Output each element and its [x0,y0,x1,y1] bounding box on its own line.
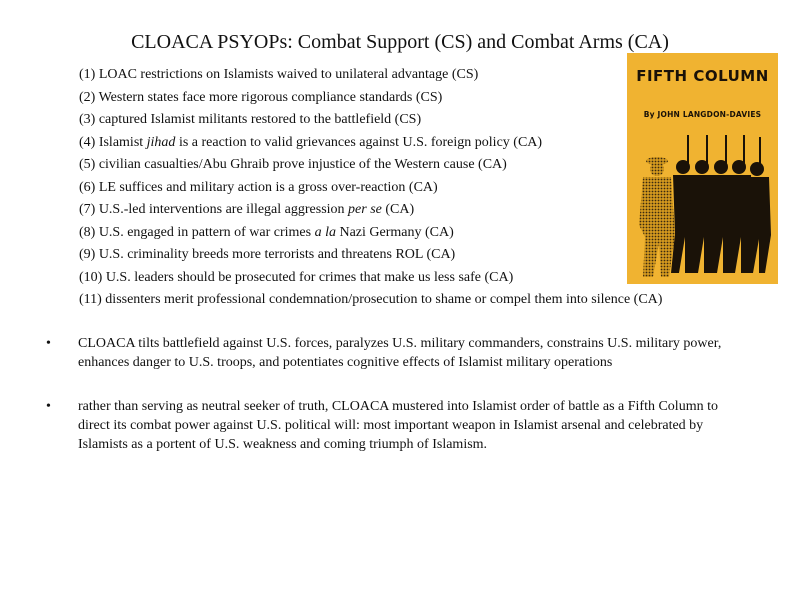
bullet-item [46,334,746,372]
emphasis: jihad [146,134,176,150]
list-item: (1) LOAC restrictions on Islamists waived to unilateral advantage (CS) [79,67,479,82]
bullet-item [46,397,746,454]
list-item: (7) U.S.-led interventions are illegal aggression per se (CA) [79,202,415,217]
book-cover-image [627,53,778,284]
emphasis: per se [348,202,382,217]
list-item: (5) civilian casualties/Abu Ghraib prove injustice of the Western cause (CA) [79,157,507,172]
list-item: (11) dissenters merit professional condemnation/prosecution to shame or compel them into silence (CA) [79,292,663,307]
emphasis: a la [314,224,336,240]
bullet-text: CLOACA tilts battlefield against U.S. forces, paralyzes U.S. military commanders, constrains U.S. military power, enhances danger to U.S. troops, and potentiates cognitive effects of Islamist military operations [78,336,722,370]
list-item: (8) U.S. engaged in pattern of war crimes a la Nazi Germany (CA) [79,224,454,240]
bullet-text: rather than serving as neutral seeker of truth, CLOACA mustered into Islamist order of battle as a Fifth Column to direct its combat power against U.S. political will: most important weapon in Islamist arsenal and celebrated by Islamists as a portent of U.S. weakness and coming triumph of Islamism. [78,399,718,452]
list-item: (3) captured Islamist militants restored to the battlefield (CS) [79,112,422,127]
numbered-list [79,64,662,312]
book-title: FIFTH COLUMN [636,67,769,85]
list-item: (4) Islamist jihad is a reaction to valid grievances against U.S. foreign policy (CA) [79,134,543,150]
bullet-dot-icon: • [46,399,51,414]
bullet-dot-icon: • [46,336,51,351]
list-item: (6) LE suffices and military action is a gross over-reaction (CA) [79,179,438,195]
list-item: (9) U.S. criminality breeds more terrorists and threatens ROL (CA) [79,247,456,262]
book-author: By JOHN LANGDON-DAVIES [643,110,762,119]
bullet-list [46,334,746,454]
list-item: (10) U.S. leaders should be prosecuted for crimes that make us less safe (CA) [79,269,514,285]
slide-title: CLOACA PSYOPs: Combat Support (CS) and Combat Arms (CA) [131,31,669,53]
marching-soldiers-illustration [627,133,778,284]
list-item: (2) Western states face more rigorous compliance standards (CS) [79,89,443,105]
